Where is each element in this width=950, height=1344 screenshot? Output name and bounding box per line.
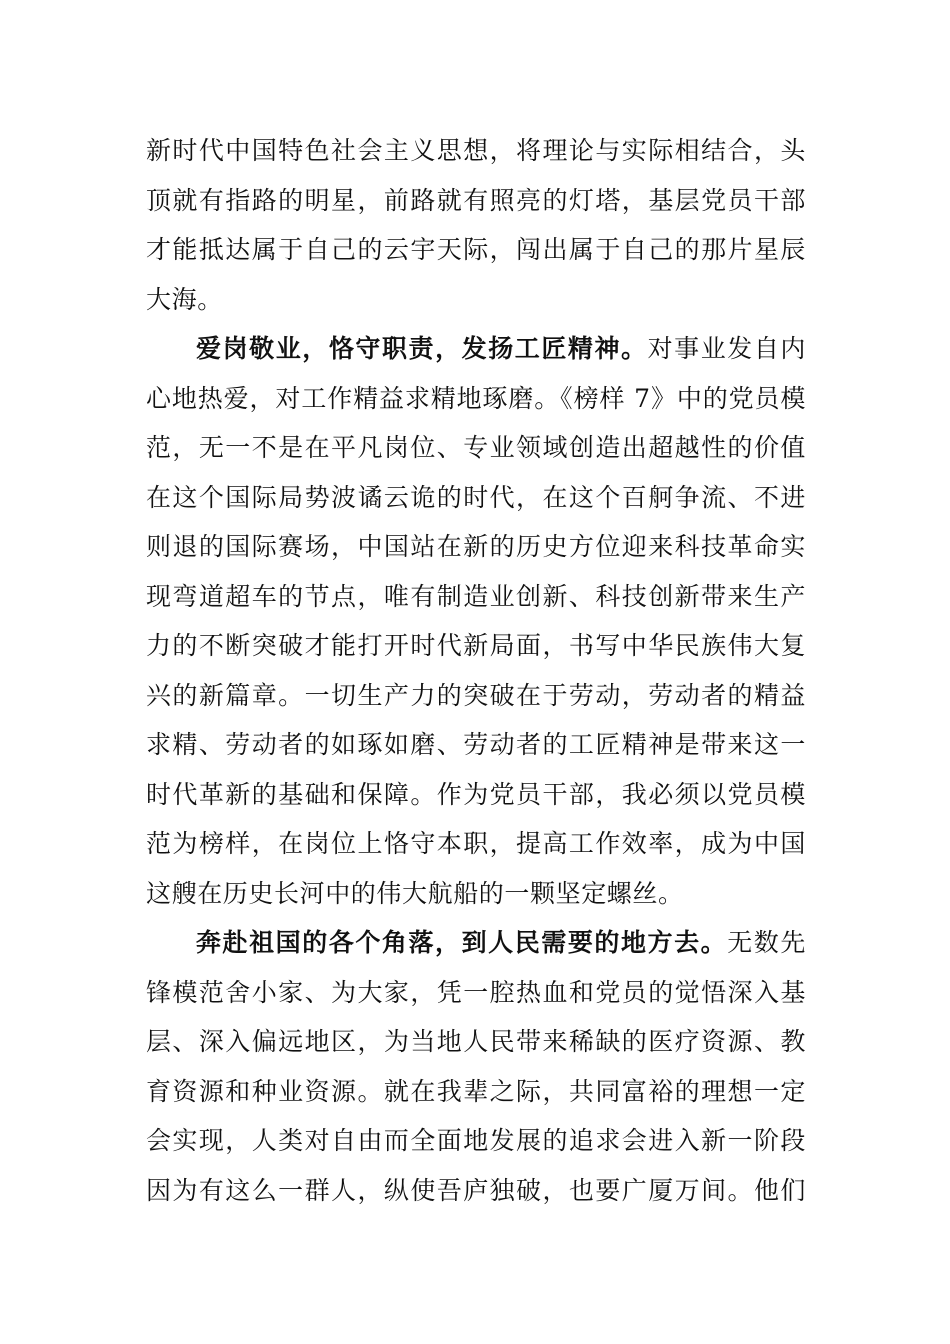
text-line: 育资源和种业资源。就在我辈之际，共同富裕的理想一定: [146, 1076, 806, 1106]
text-line: 层、深入偏远地区，为当地人民带来稀缺的医疗资源、教: [146, 1027, 806, 1056]
text-line: 心地热爱，对工作精益求精地琢磨。《榜样 7》中的党员模: [146, 383, 806, 413]
text-line: 新时代中国特色社会主义思想，将理论与实际相结合，头: [146, 136, 806, 165]
text-line: 才能抵达属于自己的云宇天际，闯出属于自己的那片星辰: [146, 235, 806, 264]
text-line: 大海。: [146, 284, 223, 314]
section-heading-line: 奔赴祖国的各个角落，到人民需要的地方去。无数先: [196, 928, 806, 957]
text-line: 时代革新的基础和保障。作为党员干部，我必须以党员模: [146, 779, 806, 809]
document-body: [146, 126, 806, 1215]
text-line: 则退的国际赛场，中国站在新的历史方位迎来科技革命实: [146, 532, 806, 561]
section-heading: 奔赴祖国的各个角落，到人民需要的地方去。: [196, 928, 728, 957]
text-line: 因为有这么一群人，纵使吾庐独破，也要广厦万间。他们: [146, 1175, 806, 1205]
section-heading-line: 爱岗敬业，恪守职责，发扬工匠精神。对事业发自内: [196, 334, 806, 363]
text-line: 这艘在历史长河中的伟大航船的一颗坚定螺丝。: [146, 878, 684, 908]
section-heading: 爱岗敬业，恪守职责，发扬工匠精神。: [196, 334, 648, 363]
text-line: 范，无一不是在平凡岗位、专业领域创造出超越性的价值: [146, 433, 806, 462]
text-line: 现弯道超车的节点，唯有制造业创新、科技创新带来生产: [146, 581, 806, 611]
text-line: 兴的新篇章。一切生产力的突破在于劳动，劳动者的精益: [146, 680, 806, 710]
text-line: 会实现，人类对自由而全面地发展的追求会进入新一阶段: [146, 1126, 806, 1155]
text-line: 顶就有指路的明星，前路就有照亮的灯塔，基层党员干部: [146, 185, 806, 215]
text-line: 锋模范舍小家、为大家，凭一腔热血和党员的觉悟深入基: [146, 977, 806, 1007]
text-line: 范为榜样，在岗位上恪守本职，提高工作效率，成为中国: [146, 829, 806, 858]
text-line: 力的不断突破才能打开时代新局面，书写中华民族伟大复: [146, 631, 806, 660]
text-line: 在这个国际局势波谲云诡的时代，在这个百舸争流、不进: [146, 482, 806, 512]
text-line: 求精、劳动者的如琢如磨、劳动者的工匠精神是带来这一: [146, 730, 806, 759]
